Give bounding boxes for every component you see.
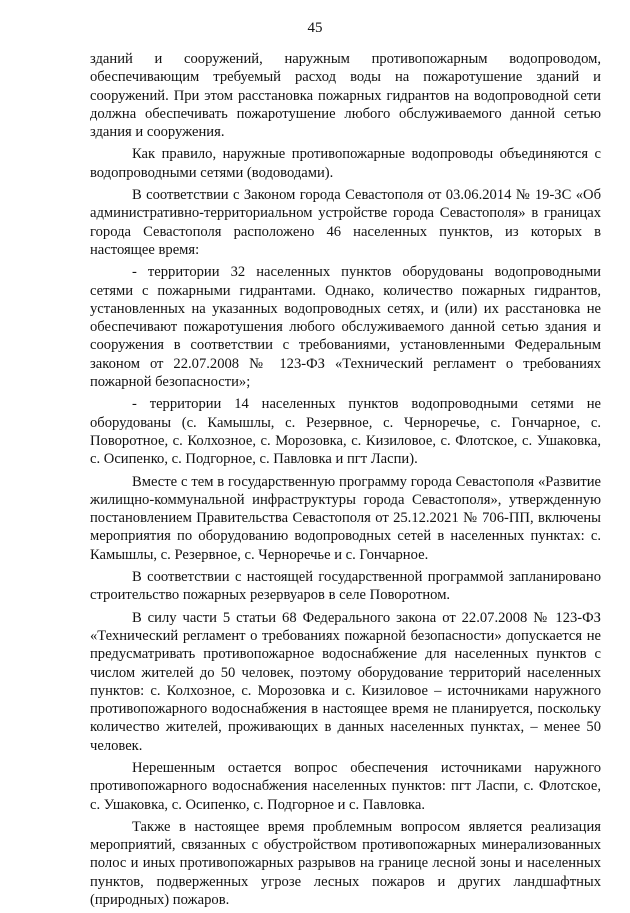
- page-number: 45: [307, 20, 323, 36]
- paragraph: - территории 32 населенных пунктов оборудованы водопроводными сетями с пожарными гидрантами. Однако, количество пожарных гидрантов, установленных на указанных водопроводных сетях, и (или) их расстановка не обеспечивают пожаротушения любого обслуживаемого данной сетью здания и сооружения в соответствии с требованиями, установленными Федеральным законом от 22.07.2008 № 123-ФЗ «Технический регламент о требованиях пожарной безопасности»;: [90, 264, 601, 391]
- paragraph: В соответствии с Законом города Севастополя от 03.06.2014 № 19-ЗС «Об административно-территориальном устройстве города Севастополя» в границах города Севастополя расположено 46 населенных пунктов, из которых в настоящее время:: [90, 187, 601, 258]
- paragraph: Также в настоящее время проблемным вопросом является реализация мероприятий, связанных с обустройством противопожарных минерализованных полос и иных противопожарных разрывов на границе лесной зоны и населенных пунктов, подверженных угрозе лесных пожаров и других ландшафтных (природных) пожаров.: [90, 818, 601, 909]
- paragraph: зданий и сооружений, наружным противопожарным водопроводом, обеспечивающим требуемый расход воды на пожаротушение зданий и сооружений. При этом расстановка пожарных гидрантов на водопроводной сети должна обеспечивать пожаротушение любого обслуживаемого данной сетью здания и сооружения.: [90, 51, 601, 141]
- paragraph: В соответствии с настоящей государственной программой запланировано строительство пожарных резервуаров в селе Поворотном.: [90, 569, 601, 604]
- document-body: [90, 50, 601, 913]
- paragraph: В силу части 5 статьи 68 Федерального закона от 22.07.2008 № 123-ФЗ «Технический регламент о требованиях пожарной безопасности» допускается не предусматривать противопожарное водоснабжение для населенных пунктов с числом жителей до 50 человек, поэтому оборудование территорий населенных пунктов: с. Колхозное, с. Морозовка и с. Кизиловое – источниками наружного противопожарного водоснабжения в настоящее время не планируется, поскольку количество жителей, проживающих в данных населенных пунктах, – менее 50 человек.: [90, 609, 601, 754]
- paragraph: Нерешенным остается вопрос обеспечения источниками наружного противопожарного водоснабжения населенных пунктов: пгт Ласпи, с. Флотское, с. Ушаковка, с. Осипенко, с. Подгорное и с. Павловка.: [90, 759, 601, 813]
- paragraph: - территории 14 населенных пунктов водопроводными сетями не оборудованы (с. Камышлы, с. Резервное, с. Черноречье, с. Гончарное, с. Поворотное, с. Колхозное, с. Морозовка, с. Кизиловое, с. Флотское, с. Ушаковка, с. Осипенко, с. Подгорное, с. Павловка и пгт Ласпи).: [90, 396, 601, 468]
- paragraph: Вместе с тем в государственную программу города Севастополя «Развитие жилищно-коммунальной инфраструктуры города Севастополя», утвержденную постановлением Правительства Севастополя от 25.12.2021 № 706-ПП, включены мероприятия по оборудованию водопроводных сетей в населенных пунктах: с. Камышлы, с. Резервное, с. Черноречье и с. Гончарное.: [90, 473, 601, 563]
- paragraph: Как правило, наружные противопожарные водопроводы объединяются с водопроводными сетями (водоводами).: [90, 146, 601, 181]
